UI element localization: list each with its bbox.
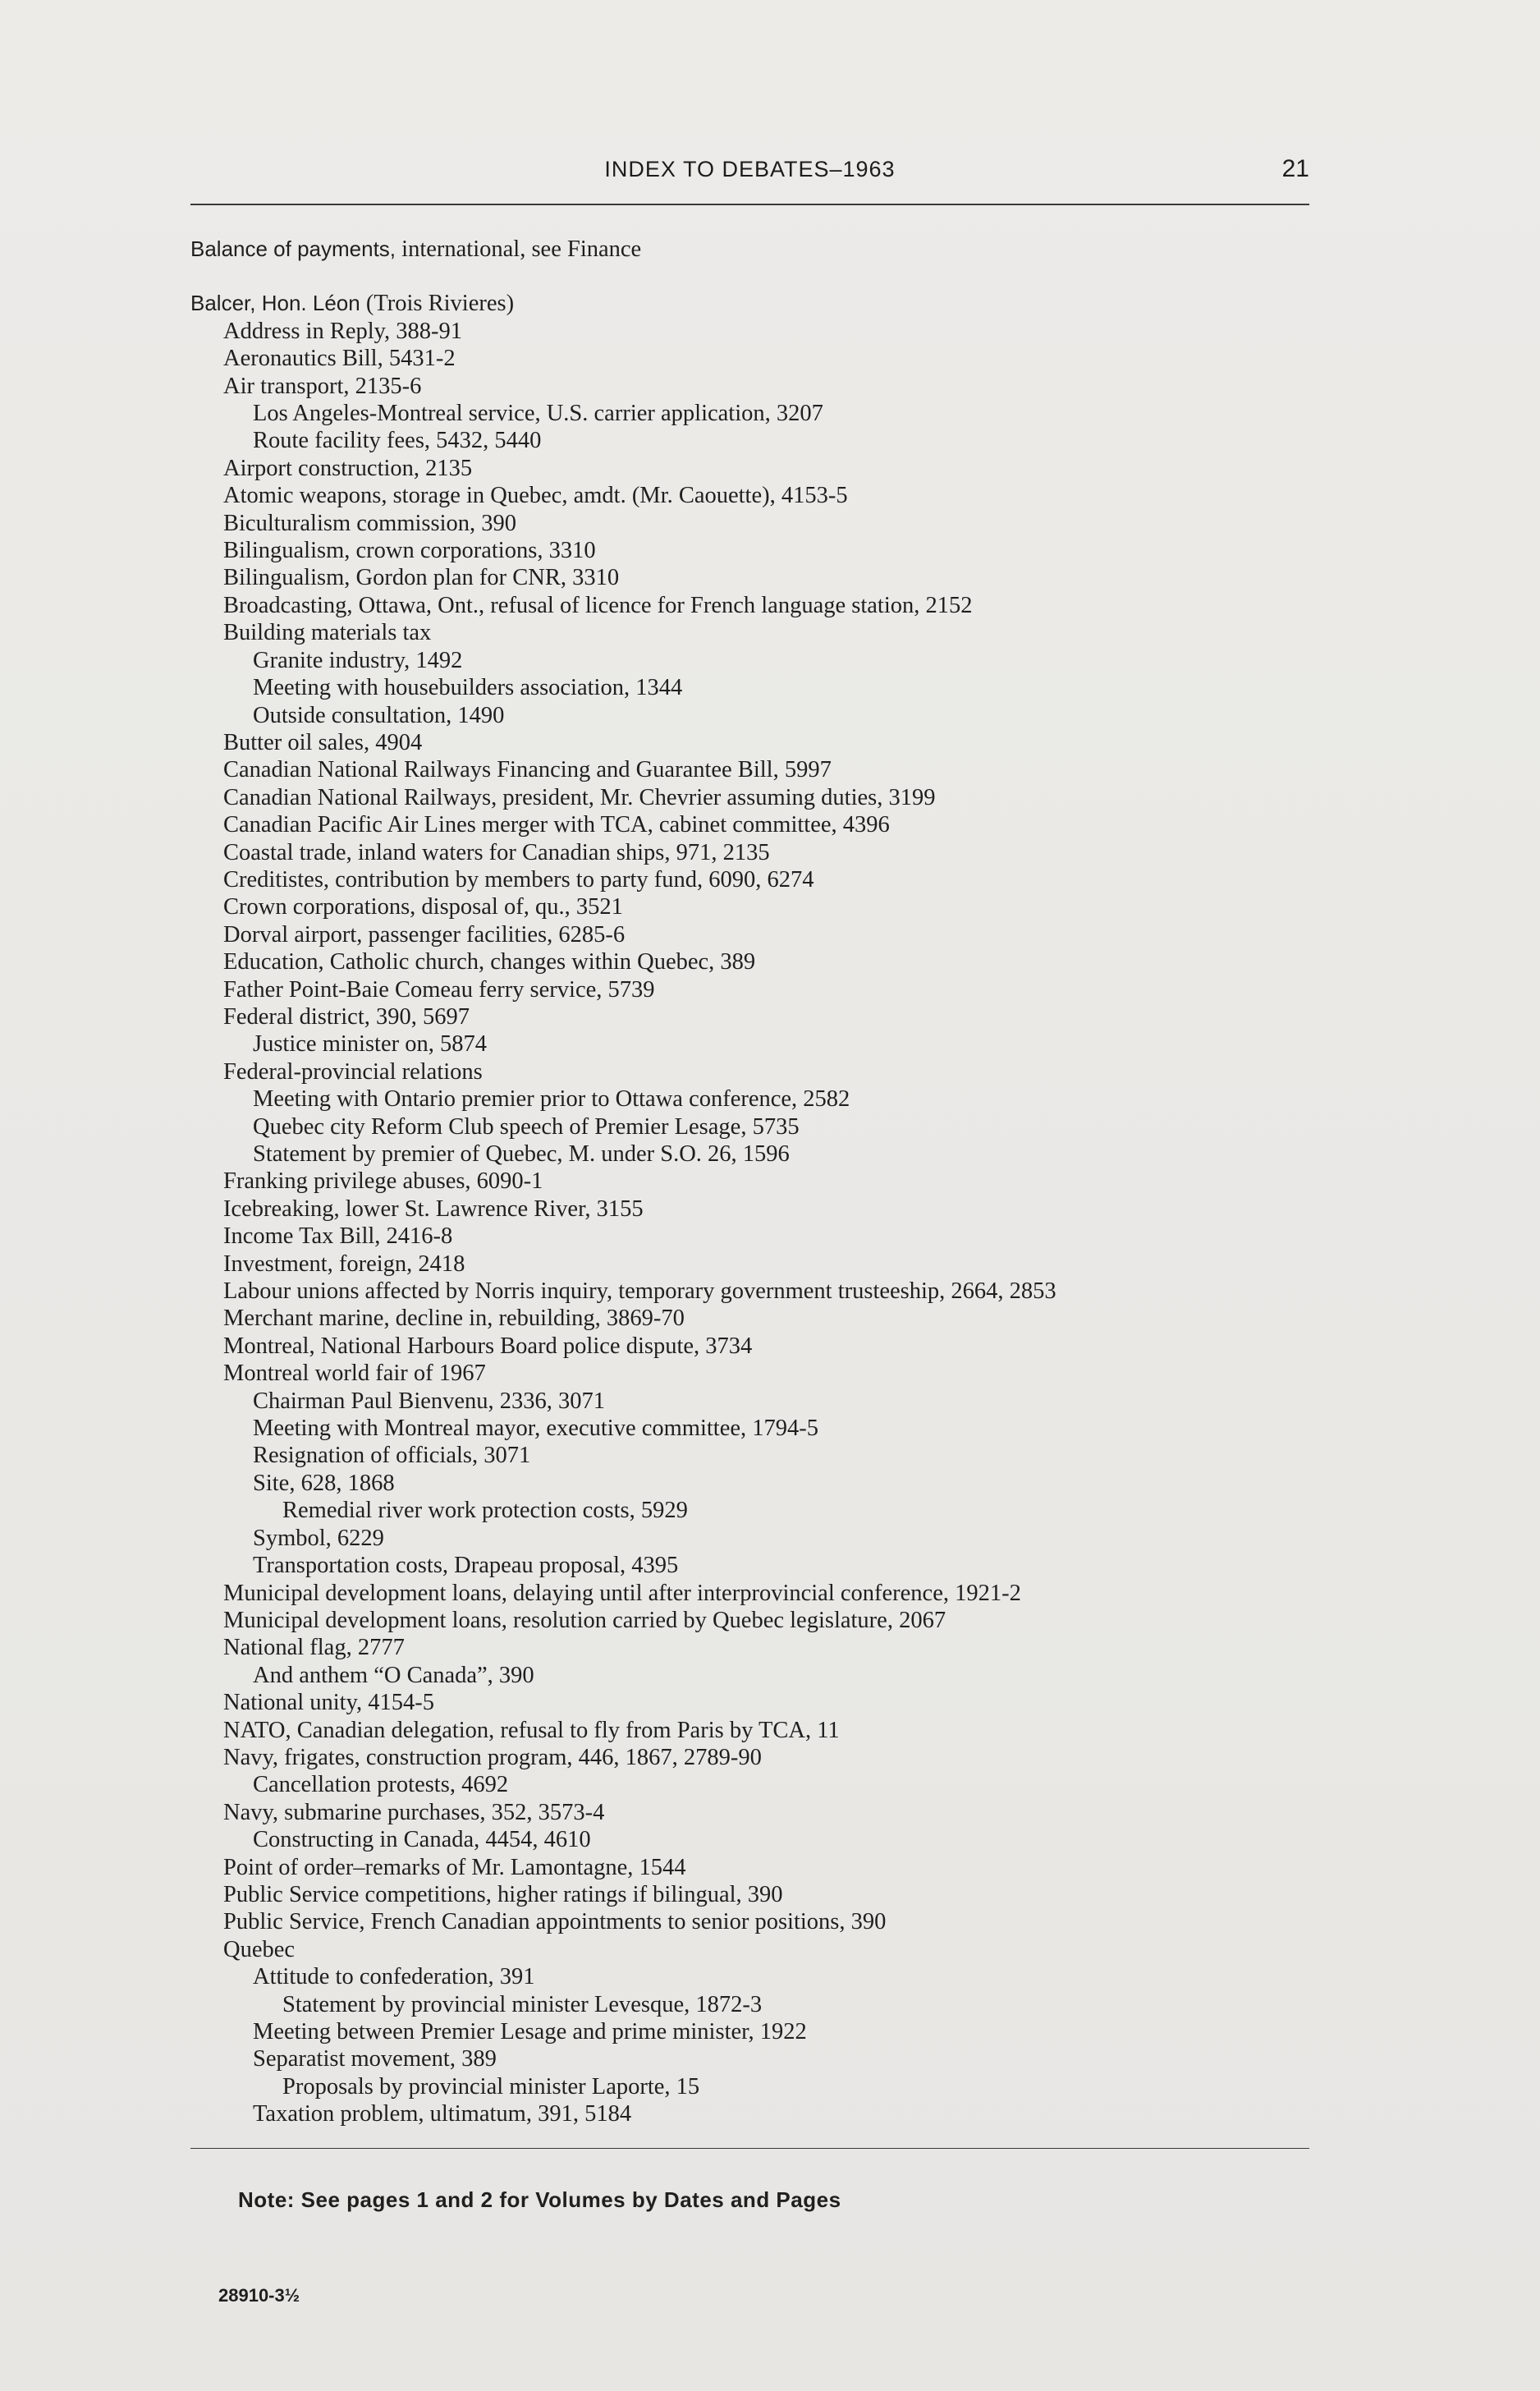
index-subentry: Attitude to confederation, 391: [253, 1964, 535, 1990]
index-subentry: Crown corporations, disposal of, qu., 3521: [223, 894, 623, 920]
index-subentry: Cancellation protests, 4692: [253, 1772, 509, 1798]
index-entry-balance-of-payments: [190, 236, 1323, 263]
index-subentry: Icebreaking, lower St. Lawrence River, 3155: [223, 1196, 644, 1222]
index-subentry: Franking privilege abuses, 6090-1: [223, 1168, 543, 1195]
index-subentry: Public Service competitions, higher ratings if bilingual, 390: [223, 1881, 783, 1907]
index-subentry: Granite industry, 1492: [253, 647, 463, 673]
index-subentry: Aeronautics Bill, 5431-2: [223, 346, 456, 372]
index-subentry: Butter oil sales, 4904: [223, 729, 423, 755]
index-subentry: Canadian Pacific Air Lines merger with TCA, cabinet committee, 4396: [223, 812, 890, 838]
index-subentry: Bilingualism, Gordon plan for CNR, 3310: [223, 565, 620, 591]
index-subentry: Merchant marine, decline in, rebuilding, 3869-70: [223, 1306, 685, 1332]
index-subentry: Los Angeles-Montreal service, U.S. carrier application, 3207: [253, 401, 823, 427]
index-subentry: And anthem “O Canada”, 390: [253, 1662, 534, 1688]
index-subentry: Federal-provincial relations: [223, 1058, 483, 1085]
index-subentry: Education, Catholic church, changes within Quebec, 389: [223, 949, 756, 975]
entry-heading: Balcer, Hon. Léon: [190, 291, 360, 316]
index-subentry: Bilingualism, crown corporations, 3310: [223, 538, 596, 564]
index-subentry: Income Tax Bill, 2416-8: [223, 1223, 453, 1250]
index-subentry: Investment, foreign, 2418: [223, 1251, 465, 1277]
index-subentry: Municipal development loans, resolution carried by Quebec legislature, 2067: [223, 1607, 946, 1633]
print-code: 28910-3½: [218, 2285, 300, 2306]
index-subentry: Navy, frigates, construction program, 446, 1867, 2789-90: [223, 1744, 762, 1770]
index-subentry: Meeting with Montreal mayor, executive committee, 1794-5: [253, 1416, 818, 1442]
index-subentry: Canadian National Railways Financing and Guarantee Bill, 5997: [223, 757, 832, 783]
index-subentry: Justice minister on, 5874: [253, 1031, 487, 1058]
index-subentry: Constructing in Canada, 4454, 4610: [253, 1827, 591, 1853]
index-subentry: Resignation of officials, 3071: [253, 1443, 531, 1469]
index-subentry: Taxation problem, ultimatum, 391, 5184: [253, 2101, 632, 2127]
index-subentry: NATO, Canadian delegation, refusal to fly from Paris by TCA, 11: [223, 1717, 840, 1743]
index-subentry: Statement by premier of Quebec, M. under S.O. 26, 1596: [253, 1141, 790, 1167]
index-subentry: Remedial river work protection costs, 5929: [282, 1498, 688, 1524]
index-subentry: Airport construction, 2135: [223, 455, 473, 481]
index-subentry: National unity, 4154-5: [223, 1690, 434, 1716]
index-subentry: Public Service, French Canadian appointments to senior positions, 390: [223, 1909, 887, 1935]
index-subentry: Route facility fees, 5432, 5440: [253, 428, 542, 454]
volumes-note: Note: See pages 1 and 2 for Volumes by Dates and Pages: [238, 2187, 841, 2212]
index-subentry: Address in Reply, 388-91: [223, 318, 463, 344]
index-content: [190, 236, 1323, 2128]
index-subentry: Chairman Paul Bienvenu, 2336, 3071: [253, 1388, 606, 1414]
index-subentry: Site, 628, 1868: [253, 1470, 395, 1496]
index-subentry: Symbol, 6229: [253, 1525, 384, 1551]
entry-riding: (Trois Rivieres): [360, 291, 515, 317]
index-subentry: Meeting with Ontario premier prior to Ottawa conference, 2582: [253, 1086, 850, 1113]
entry-reference: international, see Finance: [396, 236, 642, 262]
index-subentry: National flag, 2777: [223, 1635, 405, 1661]
index-subentry: Quebec city Reform Club speech of Premier Lesage, 5735: [253, 1113, 800, 1140]
index-subentry: Labour unions affected by Norris inquiry, temporary government trusteeship, 2664, 2853: [223, 1278, 1056, 1305]
entry-heading: Balance of payments,: [190, 236, 396, 261]
spacer: [190, 263, 1323, 290]
index-subentry: Creditistes, contribution by members to party fund, 6090, 6274: [223, 866, 814, 893]
footer-rule: [190, 2148, 1309, 2149]
page-title: INDEX TO DEBATES–1963: [604, 157, 896, 181]
index-subentry: Quebec: [223, 1936, 296, 1962]
page-number: 21: [1281, 155, 1309, 182]
subentry-list: [190, 318, 1323, 2128]
index-subentry: Building materials tax: [223, 620, 432, 646]
header-rule: [190, 204, 1309, 205]
index-subentry: Statement by provincial minister Levesque, 1872-3: [282, 1991, 763, 2017]
index-entry-balcer: [190, 290, 1323, 317]
index-subentry: Atomic weapons, storage in Quebec, amdt. (Mr. Caouette), 4153-5: [223, 483, 848, 509]
index-subentry: Canadian National Railways, president, Mr. Chevrier assuming duties, 3199: [223, 784, 936, 810]
index-subentry: Meeting between Premier Lesage and prime minister, 1922: [253, 2019, 807, 2045]
index-subentry: Point of order–remarks of Mr. Lamontagne, 1544: [223, 1854, 686, 1880]
index-subentry: Montreal, National Harbours Board police dispute, 3734: [223, 1333, 753, 1359]
index-subentry: Father Point-Baie Comeau ferry service, 5739: [223, 976, 655, 1003]
index-subentry: Montreal world fair of 1967: [223, 1361, 486, 1387]
index-subentry: Federal district, 390, 5697: [223, 1003, 470, 1030]
index-subentry: Coastal trade, inland waters for Canadian ships, 971, 2135: [223, 839, 770, 865]
index-subentry: Proposals by provincial minister Laporte, 15: [282, 2073, 700, 2100]
index-subentry: Outside consultation, 1490: [253, 702, 505, 728]
page-header: [190, 150, 1309, 191]
index-subentry: Navy, submarine purchases, 352, 3573-4: [223, 1799, 605, 1825]
index-subentry: Separatist movement, 389: [253, 2046, 497, 2072]
index-subentry: Air transport, 2135-6: [223, 373, 422, 399]
index-subentry: Broadcasting, Ottawa, Ont., refusal of licence for French language station, 2152: [223, 592, 973, 618]
index-subentry: Biculturalism commission, 390: [223, 510, 517, 536]
index-subentry: Meeting with housebuilders association, 1344: [253, 675, 683, 701]
index-subentry: Dorval airport, passenger facilities, 6285-6: [223, 921, 626, 948]
index-subentry: Municipal development loans, delaying until after interprovincial conference, 1921-2: [223, 1580, 1021, 1606]
index-subentry: Transportation costs, Drapeau proposal, 4395: [253, 1553, 679, 1579]
